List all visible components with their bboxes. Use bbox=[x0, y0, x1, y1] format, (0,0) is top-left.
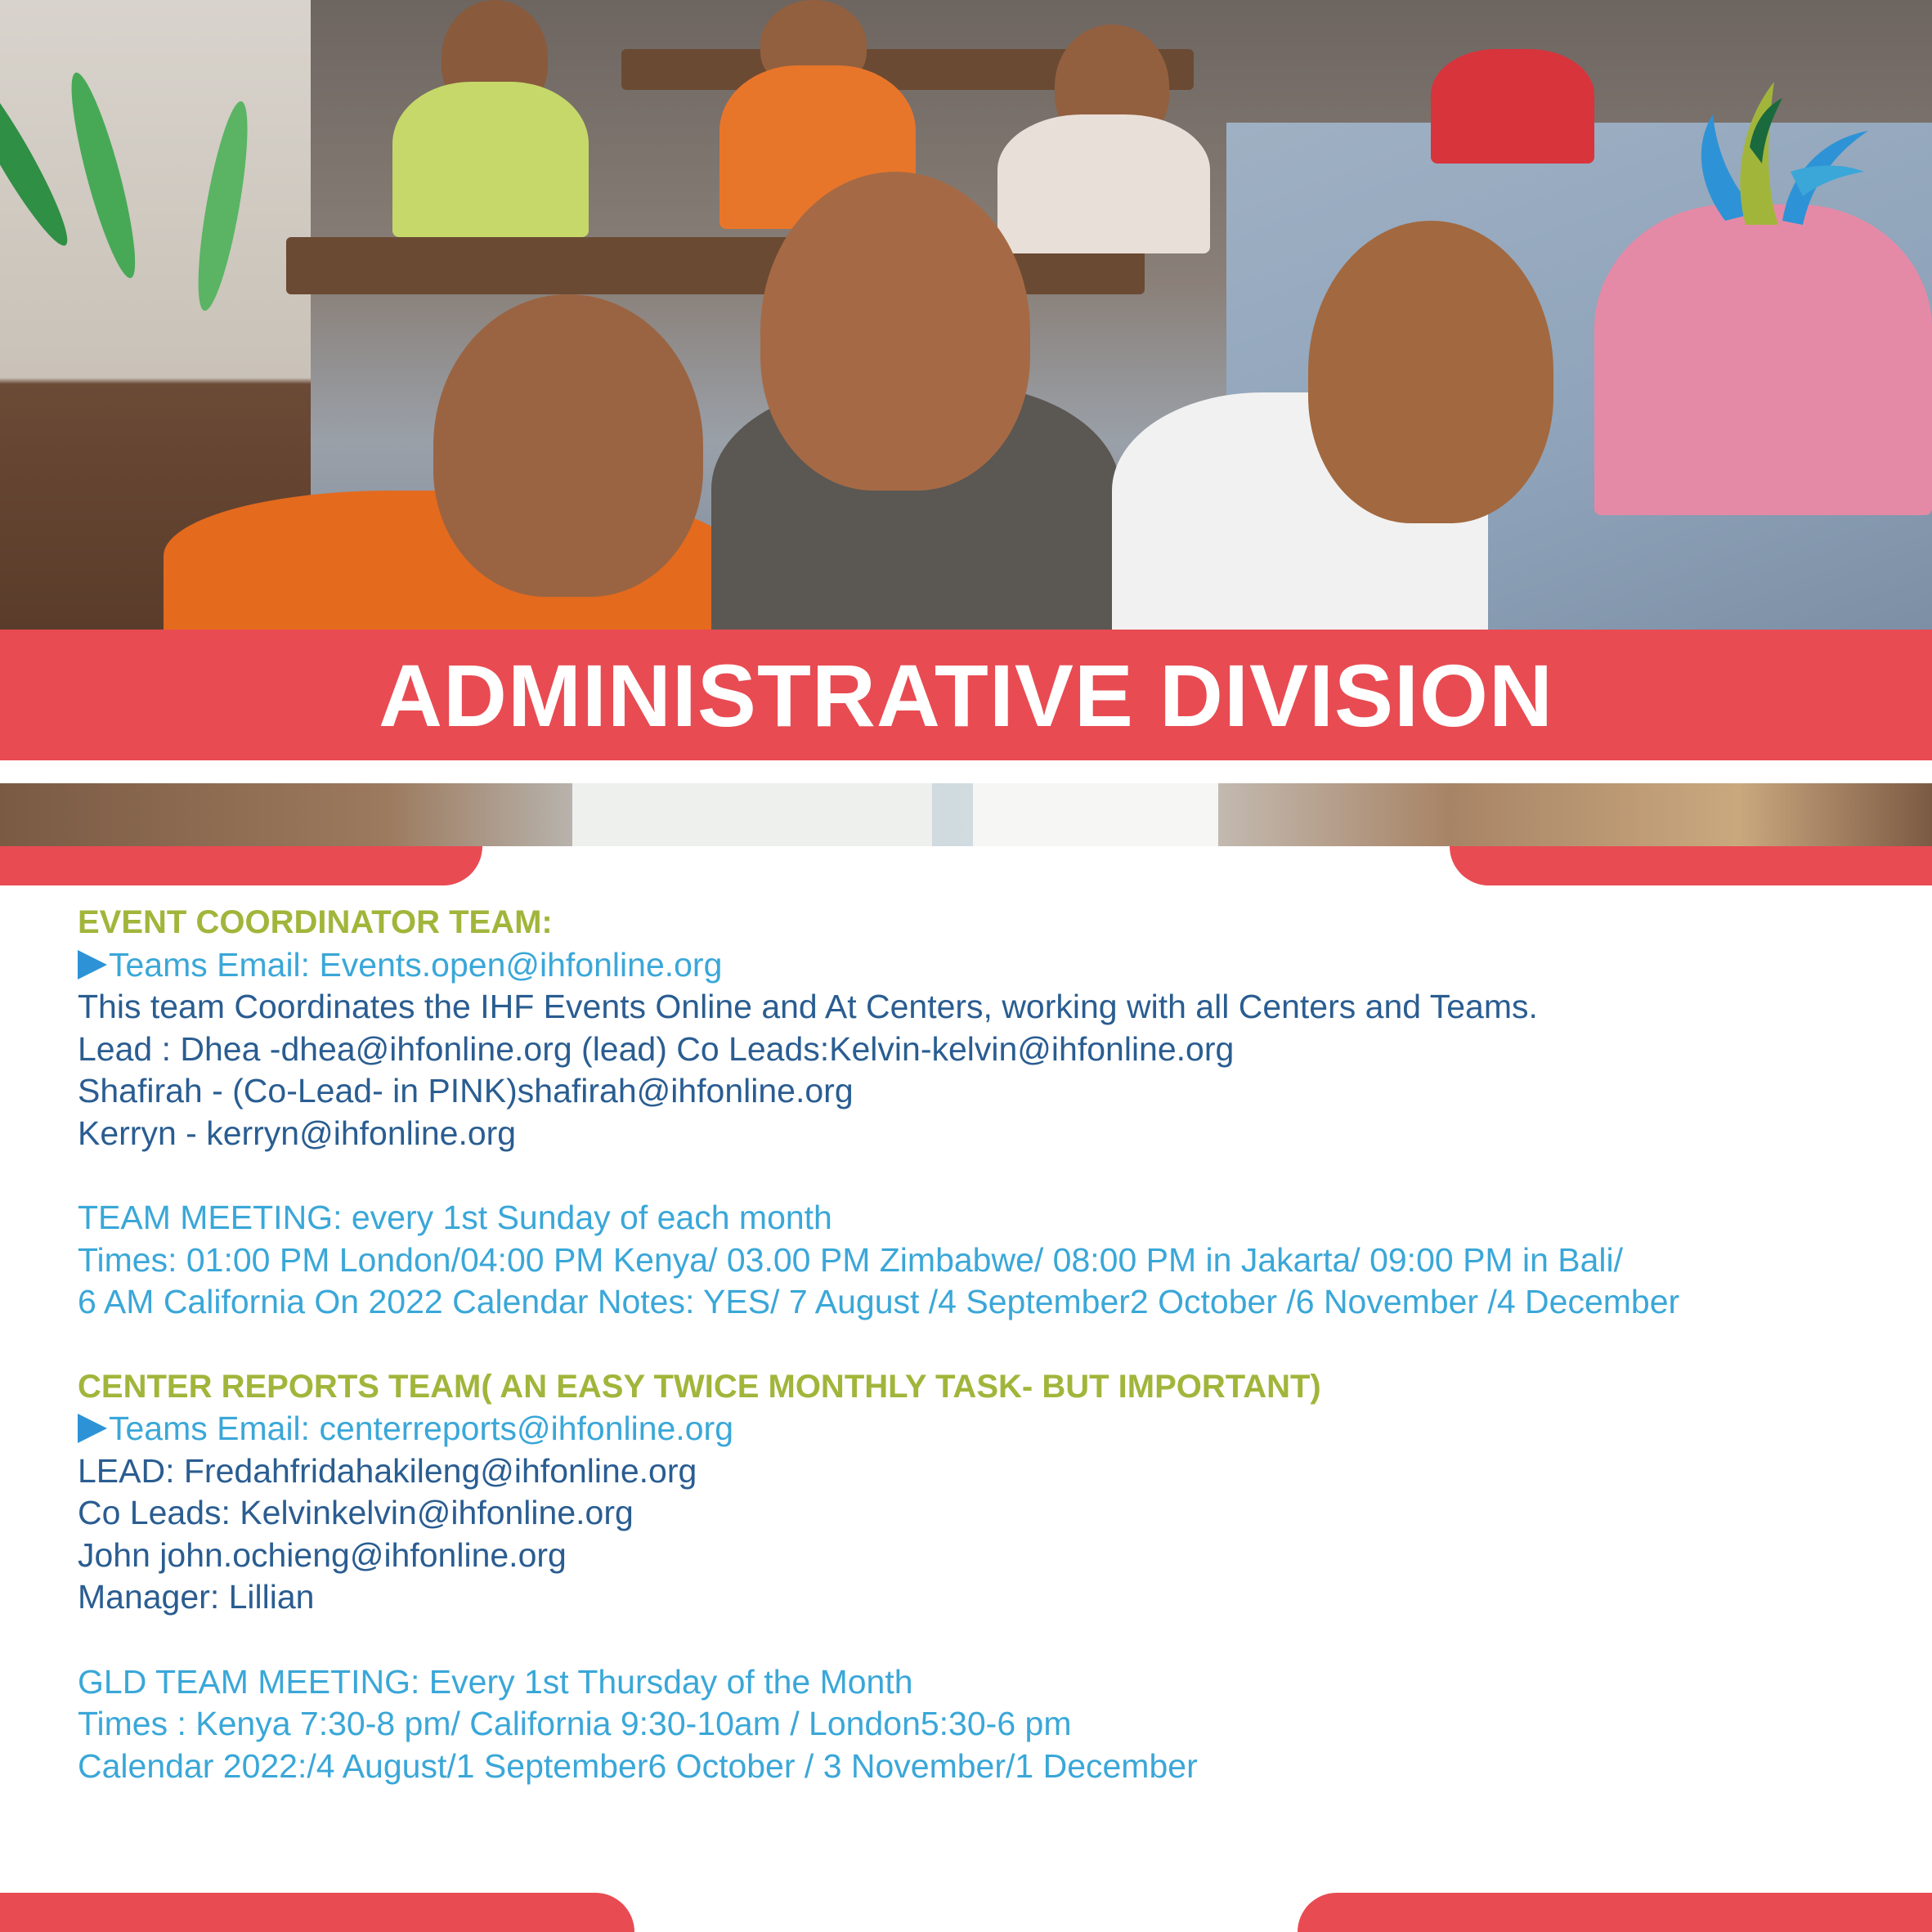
event-team-lead: Lead : Dhea -dhea@ihfonline.org (lead) Co Leads:Kelvin-kelvin@ihfonline.org bbox=[78, 1029, 1235, 1068]
reports-team-times: Calendar 2022:/4 August/1 September6 October / 3 November/1 December bbox=[78, 1746, 1198, 1785]
reports-team-email bbox=[78, 1408, 1876, 1450]
reports-team-lead: LEAD: Fredahfridahakileng@ihfonline.org bbox=[78, 1451, 697, 1490]
decor-tab-left bbox=[0, 846, 482, 885]
child-face bbox=[433, 294, 703, 597]
reports-team-times: Times : Kenya 7:30-8 pm/ California 9:30-10am / London5:30-6 pm bbox=[78, 1705, 1072, 1742]
event-team-description: This team Coordinates the IHF Events Online and At Centers, working with all Centers and Teams. bbox=[78, 988, 1538, 1025]
reports-team-lead: John john.ochieng@ihfonline.org bbox=[78, 1535, 567, 1574]
photo-strip bbox=[0, 783, 1932, 846]
reports-team-meeting: GLD TEAM MEETING: Every 1st Thursday of the Month bbox=[78, 1662, 913, 1701]
reports-team-email-text: Teams Email: centerreports@ihfonline.org bbox=[109, 1410, 734, 1447]
event-team-meeting: TEAM MEETING: every 1st Sunday of each month bbox=[78, 1199, 832, 1236]
reports-team-heading: CENTER REPORTS TEAM( AN EASY TWICE MONTHLY TASK- BUT IMPORTANT) bbox=[78, 1368, 1321, 1405]
reports-team-lead: Co Leads: Kelvinkelvin@ihfonline.org bbox=[78, 1494, 634, 1531]
paper bbox=[572, 783, 932, 846]
event-team-heading: EVENT COORDINATOR TEAM: bbox=[78, 904, 553, 940]
child-shirt bbox=[1431, 49, 1594, 164]
header-photo bbox=[0, 0, 1932, 630]
child-shirt bbox=[997, 114, 1210, 253]
event-team-times: 6 AM California On 2022 Calendar Notes: YES/ 7 August /4 September2 October /6 November /4 December bbox=[78, 1283, 1680, 1320]
title-banner bbox=[0, 630, 1932, 760]
decor-tab-right bbox=[1450, 846, 1932, 885]
play-arrow-icon bbox=[78, 1414, 107, 1443]
ihf-logo-icon bbox=[1668, 49, 1880, 262]
event-team-email bbox=[78, 944, 1876, 987]
reports-team-lead: Manager: Lillian bbox=[78, 1578, 315, 1616]
decor-footer-right bbox=[1298, 1893, 1932, 1932]
event-team-times: Times: 01:00 PM London/04:00 PM Kenya/ 03.00 PM Zimbabwe/ 08:00 PM in Jakarta/ 09:00 PM in Bali/ bbox=[78, 1240, 1624, 1279]
child-shirt bbox=[392, 82, 589, 237]
page-title: ADMINISTRATIVE DIVISION bbox=[378, 645, 1554, 745]
event-team-lead: Shafirah - (Co-Lead- in PINK)shafirah@ihfonline.org bbox=[78, 1072, 854, 1109]
event-team-email-text: Teams Email: Events.open@ihfonline.org bbox=[109, 945, 723, 984]
paper bbox=[973, 783, 1218, 846]
play-arrow-icon bbox=[78, 950, 107, 979]
child-face bbox=[760, 172, 1030, 491]
content-body bbox=[78, 902, 1876, 1787]
child-face bbox=[1308, 221, 1553, 523]
decor-footer-left bbox=[0, 1893, 634, 1932]
event-team-lead: Kerryn - kerryn@ihfonline.org bbox=[78, 1114, 517, 1152]
